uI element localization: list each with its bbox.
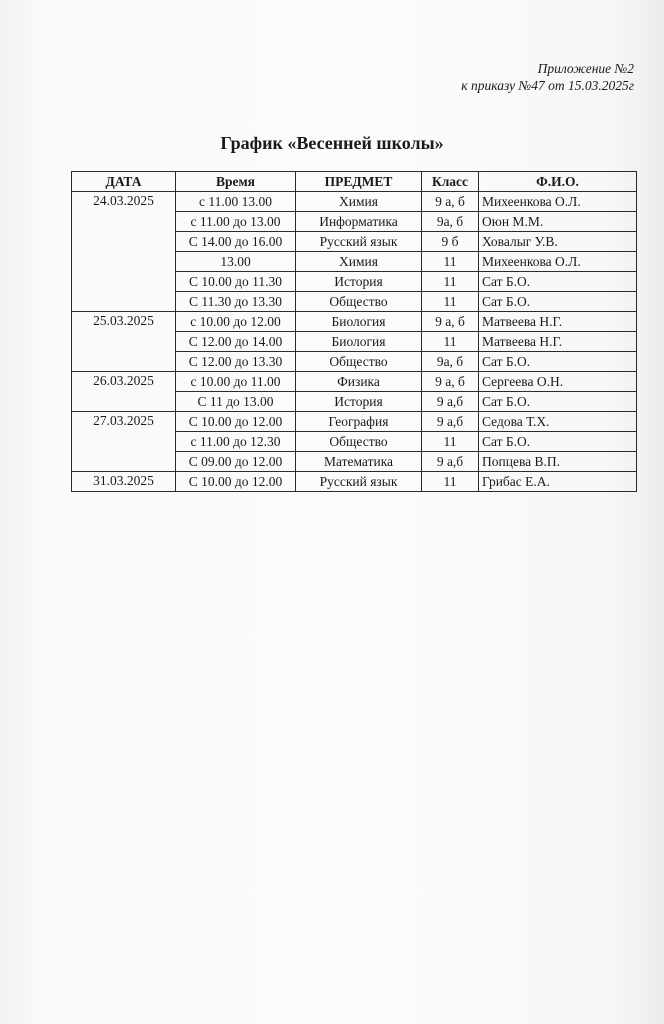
subject-cell: Математика [296, 452, 422, 472]
subject-cell: Химия [296, 192, 422, 212]
time-cell: с 11.00 до 12.30 [176, 432, 296, 452]
class-cell: 11 [422, 252, 479, 272]
fio-cell: Сат Б.О. [479, 352, 637, 372]
table-row [72, 472, 637, 492]
class-cell: 11 [422, 472, 479, 492]
time-cell: С 12.00 до 13.30 [176, 352, 296, 372]
date-cell: 31.03.2025 [72, 472, 176, 492]
fio-cell: Сат Б.О. [479, 432, 637, 452]
date-cell: 25.03.2025 [72, 312, 176, 372]
subject-cell: Русский язык [296, 232, 422, 252]
fio-cell: Сат Б.О. [479, 392, 637, 412]
schedule-body [72, 192, 637, 492]
subject-cell: Русский язык [296, 472, 422, 492]
class-cell: 9 а, б [422, 372, 479, 392]
schedule-table [71, 171, 637, 492]
class-cell: 9 а, б [422, 192, 479, 212]
date-cell: 27.03.2025 [72, 412, 176, 472]
subject-cell: Общество [296, 292, 422, 312]
time-cell: С 09.00 до 12.00 [176, 452, 296, 472]
table-row [72, 372, 637, 392]
time-cell: С 11.30 до 13.30 [176, 292, 296, 312]
fio-cell: Оюн М.М. [479, 212, 637, 232]
time-cell: С 10.00 до 12.00 [176, 472, 296, 492]
fio-cell: Михеенкова О.Л. [479, 192, 637, 212]
class-cell: 11 [422, 292, 479, 312]
table-row [72, 312, 637, 332]
fio-cell: Ховалыг У.В. [479, 232, 637, 252]
time-cell: с 11.00 13.00 [176, 192, 296, 212]
time-cell: С 10.00 до 11.30 [176, 272, 296, 292]
table-row [72, 412, 637, 432]
fio-cell: Сат Б.О. [479, 292, 637, 312]
class-cell: 9 а,б [422, 452, 479, 472]
class-cell: 9 б [422, 232, 479, 252]
fio-cell: Попцева В.П. [479, 452, 637, 472]
subject-cell: История [296, 392, 422, 412]
time-cell: с 10.00 до 12.00 [176, 312, 296, 332]
table-header-row [72, 172, 637, 192]
fio-cell: Сергеева О.Н. [479, 372, 637, 392]
subject-cell: Общество [296, 352, 422, 372]
fio-cell: Седова Т.Х. [479, 412, 637, 432]
subject-cell: Физика [296, 372, 422, 392]
column-header-fio: Ф.И.О. [479, 172, 637, 192]
time-cell: С 12.00 до 14.00 [176, 332, 296, 352]
date-cell: 26.03.2025 [72, 372, 176, 412]
subject-cell: Биология [296, 312, 422, 332]
subject-cell: Биология [296, 332, 422, 352]
column-header-date: ДАТА [72, 172, 176, 192]
document-title: График «Весенней школы» [220, 133, 444, 153]
subject-cell: Общество [296, 432, 422, 452]
subject-cell: География [296, 412, 422, 432]
column-header-time: Время [176, 172, 296, 192]
column-header-subject: ПРЕДМЕТ [296, 172, 422, 192]
class-cell: 9а, б [422, 352, 479, 372]
class-cell: 9 а, б [422, 312, 479, 332]
fio-cell: Михеенкова О.Л. [479, 252, 637, 272]
column-header-class: Класс [422, 172, 479, 192]
time-cell: с 10.00 до 11.00 [176, 372, 296, 392]
time-cell: С 10.00 до 12.00 [176, 412, 296, 432]
class-cell: 9 а,б [422, 392, 479, 412]
class-cell: 11 [422, 272, 479, 292]
subject-cell: Химия [296, 252, 422, 272]
class-cell: 9 а,б [422, 412, 479, 432]
appendix-line-2: к приказу №47 от 15.03.2025г [461, 78, 634, 93]
fio-cell: Грибас Е.А. [479, 472, 637, 492]
table-row [72, 192, 637, 212]
subject-cell: Информатика [296, 212, 422, 232]
date-cell: 24.03.2025 [72, 192, 176, 312]
appendix-note [461, 60, 634, 94]
class-cell: 11 [422, 432, 479, 452]
time-cell: С 14.00 до 16.00 [176, 232, 296, 252]
time-cell: 13.00 [176, 252, 296, 272]
fio-cell: Сат Б.О. [479, 272, 637, 292]
time-cell: С 11 до 13.00 [176, 392, 296, 412]
class-cell: 11 [422, 332, 479, 352]
time-cell: с 11.00 до 13.00 [176, 212, 296, 232]
fio-cell: Матвеева Н.Г. [479, 332, 637, 352]
fio-cell: Матвеева Н.Г. [479, 312, 637, 332]
subject-cell: История [296, 272, 422, 292]
class-cell: 9а, б [422, 212, 479, 232]
appendix-line-1: Приложение №2 [537, 61, 634, 76]
